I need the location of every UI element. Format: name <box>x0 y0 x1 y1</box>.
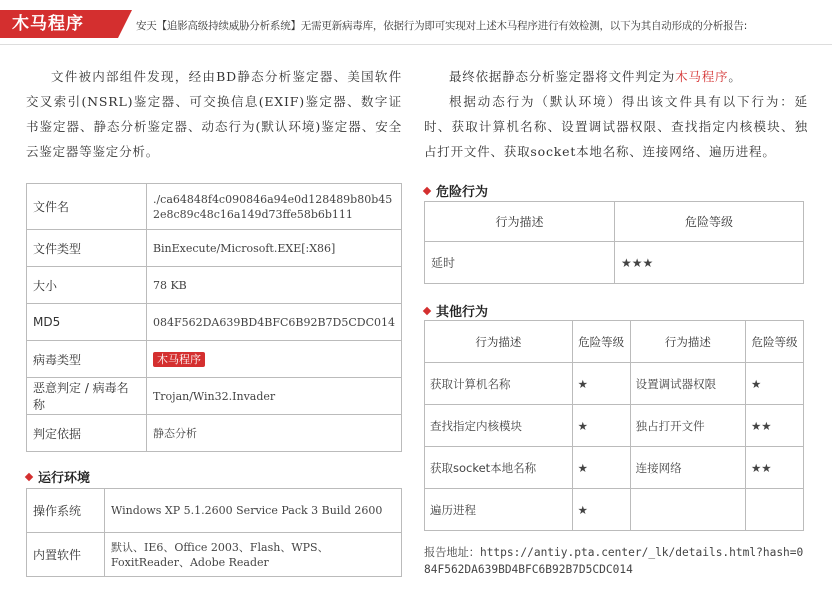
table-row <box>425 489 804 531</box>
behavior-summary: 根据动态行为（默认环境）得出该文件具有以下行为：延时、获取计算机名称、设置调试器权限、查找指定内核模块、独占打开文件、获取socket本地名称、连接网络、遍历进程。 <box>424 94 808 159</box>
table-row <box>27 489 402 533</box>
table-header-row <box>425 321 804 363</box>
table-row <box>27 267 402 304</box>
risk-level: ★ <box>746 363 804 405</box>
file-info-table <box>26 183 402 452</box>
os-label: 操作系统 <box>27 489 105 533</box>
bullet-icon <box>423 307 431 315</box>
behavior-desc: 独占打开文件 <box>630 405 745 447</box>
table-row <box>27 341 402 378</box>
size-label: 大小 <box>27 267 147 304</box>
risk-level: ★★ <box>746 405 804 447</box>
bullet-icon <box>423 187 431 195</box>
risk-level: ★ <box>572 405 630 447</box>
other-title-text: 其他行为 <box>436 305 489 320</box>
env-section-title <box>26 467 90 486</box>
behavior-desc: 查找指定内核模块 <box>425 405 573 447</box>
table-row <box>27 304 402 341</box>
file-name-label: 文件名 <box>27 184 147 230</box>
column-header: 行为描述 <box>630 321 745 363</box>
header-divider <box>0 44 832 45</box>
table-row <box>27 415 402 452</box>
file-type-label: 文件类型 <box>27 230 147 267</box>
table-row <box>425 363 804 405</box>
danger-table <box>424 201 804 284</box>
analysis-summary: 文件被内部组件发现，经由BD静态分析鉴定器、美国软件交叉索引(NSRL)鉴定器、可交换信息(EXIF)鉴定器、数字证书鉴定器、静态分析鉴定器、动态行为(默认环境)鉴定器、安全云鉴定器等鉴定分析。 <box>26 69 402 159</box>
danger-title-text: 危险行为 <box>436 185 489 200</box>
basis-label: 判定依据 <box>27 415 147 452</box>
table-row <box>27 533 402 577</box>
table-row <box>27 378 402 415</box>
file-type-value: BinExecute/Microsoft.EXE[:X86] <box>146 230 401 267</box>
software-label: 内置软件 <box>27 533 105 577</box>
risk-level: ★ <box>572 447 630 489</box>
malware-name-value: Trojan/Win32.Invader <box>146 378 401 415</box>
risk-level: ★★ <box>746 447 804 489</box>
md5-value: 084F562DA639BD4BFC6B92B7D5CDC014 <box>146 304 401 341</box>
table-row <box>425 405 804 447</box>
virus-type-label: 病毒类型 <box>27 341 147 378</box>
behavior-desc: 连接网络 <box>630 447 745 489</box>
behavior-desc: 延时 <box>425 242 615 284</box>
env-title-text: 运行环境 <box>38 471 91 486</box>
behavior-desc: 设置调试器权限 <box>630 363 745 405</box>
env-table <box>26 488 402 577</box>
report-header <box>0 0 832 54</box>
risk-level: ★ <box>572 489 630 531</box>
table-row <box>425 242 804 284</box>
verdict-highlight: 木马程序 <box>675 69 729 84</box>
column-header: 行为描述 <box>425 202 615 242</box>
report-url-link[interactable]: https://antiy.pta.center/_lk/details.html?hash=084F562DA639BD4BFC6B92B7D5CDC014 <box>424 546 804 576</box>
risk-level: ★★★ <box>615 242 804 284</box>
column-header: 行为描述 <box>425 321 573 363</box>
report-address <box>424 544 808 578</box>
risk-level <box>746 489 804 531</box>
table-header-row <box>425 202 804 242</box>
behavior-desc <box>630 489 745 531</box>
verdict-summary <box>424 64 808 164</box>
other-behavior-table <box>424 320 804 531</box>
danger-section-title <box>424 181 488 200</box>
report-label: 报告地址： <box>424 546 480 559</box>
md5-label: MD5 <box>27 304 147 341</box>
column-header: 危险等级 <box>746 321 804 363</box>
table-row <box>425 447 804 489</box>
malware-name-label: 恶意判定 / 病毒名称 <box>27 378 147 415</box>
column-header: 危险等级 <box>615 202 804 242</box>
header-description: 安天【追影高级持续威胁分析系统】无需更新病毒库，依据行为即可实现对上述木马程序进行有效检测，以下为其自动形成的分析报告: <box>136 20 748 32</box>
risk-level: ★ <box>572 363 630 405</box>
other-section-title <box>424 301 488 320</box>
behavior-desc: 遍历进程 <box>425 489 573 531</box>
behavior-desc: 获取socket本地名称 <box>425 447 573 489</box>
basis-value: 静态分析 <box>146 415 401 452</box>
verdict-prefix: 最终依据静态分析鉴定器将文件判定为 <box>449 69 676 84</box>
column-header: 危险等级 <box>572 321 630 363</box>
os-value: Windows XP 5.1.2600 Service Pack 3 Build 2600 <box>105 489 402 533</box>
virus-type-tag: 木马程序 <box>153 352 205 367</box>
verdict-suffix: 。 <box>728 69 742 84</box>
verdict-line <box>424 64 808 89</box>
trojan-badge: 木马程序 <box>0 10 118 38</box>
table-row <box>27 230 402 267</box>
size-value: 78 KB <box>146 267 401 304</box>
bullet-icon <box>25 473 33 481</box>
table-row <box>27 184 402 230</box>
behavior-desc: 获取计算机名称 <box>425 363 573 405</box>
file-name-value: ./ca64848f4c090846a94e0d128489b80b452e8c89c48c16a149d73ffe58b6b111 <box>146 184 401 230</box>
virus-type-cell <box>146 341 401 378</box>
software-value: 默认、IE6、Office 2003、Flash、WPS、FoxitReader、Adobe Reader <box>105 533 402 577</box>
